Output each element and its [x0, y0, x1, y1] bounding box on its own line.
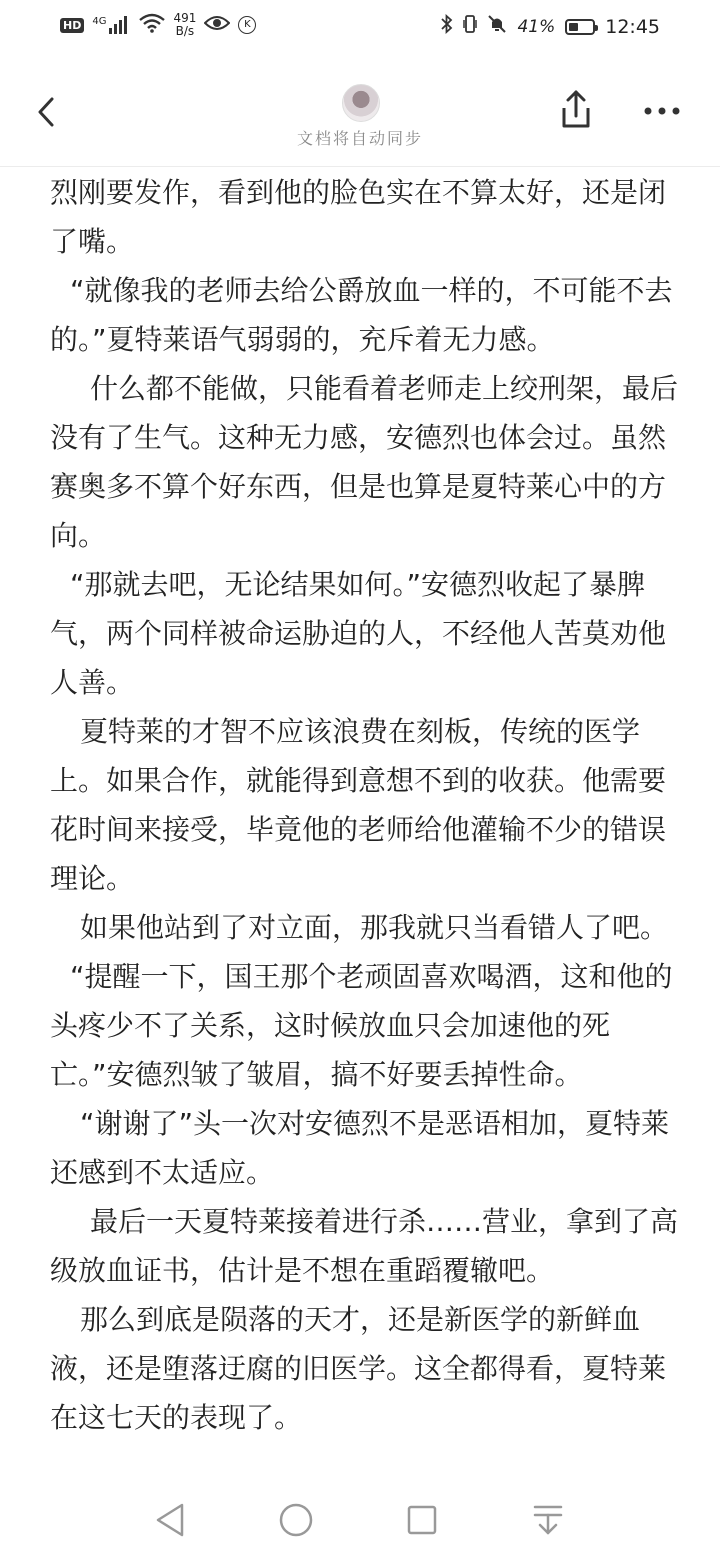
- chevron-left-icon: [36, 96, 56, 128]
- net-rate-value: 491: [173, 11, 197, 25]
- nav-back-button[interactable]: [148, 1498, 192, 1542]
- k-badge-icon: K: [238, 16, 256, 34]
- document-header: [0, 56, 720, 167]
- bluetooth-icon: [441, 14, 453, 39]
- paragraph-9: 最后一天夏特莱接着进行杀……营业，拿到了高级放血证书，估计是不想在重蹈覆辙吧。: [50, 1205, 679, 1287]
- status-right: [441, 14, 660, 39]
- paragraph-1: 烈刚要发作，看到他的脸色实在不算太好，还是闭了嘴。: [50, 176, 667, 258]
- paragraph-7: “提醒一下，国王那个老顽固喜欢喝酒，这和他的头疼少不了关系，这时候放血只会加速他的死亡。”安德烈皱了皱眉，搞不好要丢掉性命。: [50, 960, 673, 1091]
- circle-home-icon: [278, 1502, 314, 1538]
- paragraph-6: 如果他站到了对立面，那我就只当看错人了吧。: [80, 911, 669, 944]
- pull-down-icon: [532, 1503, 564, 1537]
- net-rate: [173, 12, 196, 38]
- document-body[interactable]: [50, 168, 680, 1478]
- battery-icon: [565, 19, 595, 35]
- hd-badge: HD: [60, 18, 84, 33]
- vibrate-icon: [463, 14, 477, 39]
- paragraph-3: 什么都不能做，只能看着老师走上绞刑架，最后没有了生气。这种无力感，安德烈也体会过。虽然赛奥多不算个好东西，但是也算是夏特莱心中的方向。: [50, 372, 679, 552]
- paragraph-5: 夏特莱的才智不应该浪费在刻板，传统的医学上。如果合作，就能得到意想不到的收获。他需要花时间来接受，毕竟他的老师给他灌输不少的错误理论。: [50, 715, 667, 895]
- nav-notification-button[interactable]: [526, 1498, 570, 1542]
- nav-recents-button[interactable]: [400, 1498, 444, 1542]
- paragraph-2: “就像我的老师去给公爵放血一样的，不可能不去的。”夏特莱语气弱弱的，充斥着无力感。: [50, 274, 673, 356]
- paragraph-4: “那就去吧，无论结果如何。”安德烈收起了暴脾气，两个同样被命运胁迫的人，不经他人苦莫劝他人善。: [50, 568, 667, 699]
- paragraph-8: “谢谢了”头一次对安德烈不是恶语相加，夏特莱还感到不太适应。: [50, 1107, 670, 1189]
- triangle-back-icon: [154, 1502, 186, 1538]
- signal-icon: [92, 16, 131, 34]
- nav-home-button[interactable]: [274, 1498, 318, 1542]
- more-options-button[interactable]: [640, 96, 684, 126]
- more-dots-icon: [644, 107, 680, 115]
- mute-bell-icon: [487, 14, 507, 39]
- status-bar: [0, 0, 720, 56]
- avatar[interactable]: [342, 84, 380, 122]
- paragraph-10: 那么到底是陨落的天才，还是新医学的新鲜血液，还是堕落迂腐的旧医学。这全都得看，夏特莱在这七天的表现了。: [50, 1303, 667, 1434]
- status-left: [60, 12, 256, 38]
- share-icon: [556, 88, 596, 132]
- sync-status: 文档将自动同步: [296, 129, 423, 148]
- wifi-icon: [139, 13, 165, 38]
- net-rate-unit: B/s: [175, 24, 195, 38]
- share-button[interactable]: [556, 88, 596, 132]
- eye-icon: [204, 14, 230, 37]
- battery-fill: [569, 23, 578, 31]
- network-type: 4G: [92, 16, 107, 27]
- battery-percent: 41%: [517, 16, 556, 37]
- square-recents-icon: [406, 1504, 438, 1536]
- system-navigation-bar: [0, 1480, 720, 1560]
- clock: 12:45: [605, 15, 660, 38]
